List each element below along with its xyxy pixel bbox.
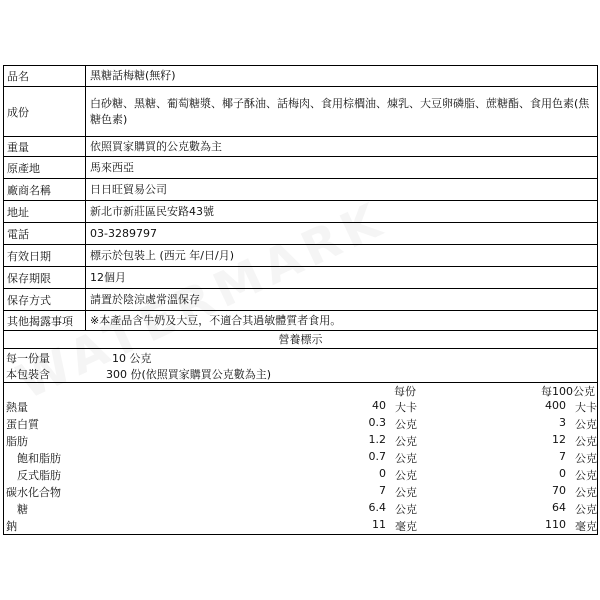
info-value: ※本產品含牛奶及大豆，不適合其過敏體質者食用。 [90, 313, 342, 327]
info-label: 成份 [4, 87, 86, 136]
per-100g-unit: 公克 [575, 486, 597, 499]
info-label: 其他揭露事項 [4, 311, 86, 330]
per-serving-value: 0.7 [368, 450, 386, 463]
info-label: 有效日期 [4, 245, 86, 266]
info-label: 電話 [4, 223, 86, 244]
info-value: 馬來西亞 [90, 160, 134, 174]
info-value: 依照買家購買的公克數為主 [90, 139, 222, 153]
nutrient-label: 糖 [6, 503, 28, 516]
nutrition-row [4, 432, 597, 448]
info-row-manufacturer [4, 178, 597, 200]
nutrition-row [4, 500, 597, 516]
per-serving-value: 0 [379, 467, 386, 480]
info-value: 請置於陰涼處常溫保存 [90, 292, 200, 306]
per-serving-unit: 公克 [395, 469, 417, 482]
per-serving-unit: 公克 [395, 503, 417, 516]
info-row-storage [4, 288, 597, 310]
nutrition-row [4, 483, 597, 499]
nutrition-row [4, 466, 597, 482]
info-row-shelf-life [4, 266, 597, 288]
per-100g-value: 0 [559, 467, 566, 480]
serving-info [4, 348, 597, 382]
nutrition-header [4, 382, 597, 397]
per-100g-unit: 公克 [575, 503, 597, 516]
per-100g-value: 400 [545, 399, 566, 412]
info-row-expiry [4, 244, 597, 266]
nutrient-label: 碳水化合物 [6, 486, 61, 499]
per-100g-unit: 公克 [575, 435, 597, 448]
per-100g-unit: 公克 [575, 469, 597, 482]
nutrition-row [4, 517, 597, 533]
info-label: 保存方式 [4, 289, 86, 310]
nutrient-label: 熱量 [6, 401, 28, 414]
per-100g-value: 110 [545, 518, 566, 531]
per-serving-unit: 公克 [395, 418, 417, 431]
info-value: 日日旺貿易公司 [90, 182, 167, 196]
per-serving-value: 6.4 [368, 501, 386, 514]
info-label: 原產地 [4, 157, 86, 178]
info-row-weight [4, 136, 597, 156]
per-100g-unit: 公克 [575, 418, 597, 431]
nutrient-label: 反式脂肪 [6, 469, 61, 482]
per-100g-unit: 毫克 [575, 520, 597, 533]
info-label: 保存期限 [4, 267, 86, 288]
nutrition-row [4, 415, 597, 431]
info-value: 03-3289797 [90, 226, 157, 240]
nutrient-label: 脂肪 [6, 435, 28, 448]
col-per-100g: 每100公克 [541, 385, 595, 398]
nutrient-label: 鈉 [6, 520, 17, 533]
info-row-name [4, 66, 597, 86]
info-value: 新北市新莊區民安路43號 [90, 204, 214, 218]
info-value: 12個月 [90, 270, 126, 284]
info-row-ingredients [4, 86, 597, 136]
per-serving-unit: 毫克 [395, 520, 417, 533]
per-100g-value: 7 [559, 450, 566, 463]
serving-size-value: 10 公克 [112, 352, 152, 365]
info-label: 重量 [4, 137, 86, 156]
per-serving-value: 0.3 [368, 416, 386, 429]
per-serving-unit: 大卡 [395, 401, 417, 414]
per-serving-value: 11 [372, 518, 386, 531]
info-row-disclosure [4, 310, 597, 330]
nutrition-row [4, 449, 597, 465]
info-value: 白砂糖、黑糖、葡萄糖漿、椰子酥油、話梅肉、食用棕櫚油、煉乳、大豆卵磷脂、蔗糖酯、食用色素(焦糖色素) [90, 96, 590, 126]
servings-value: 300 份(依照買家購買公克數為主) [106, 368, 272, 381]
nutrition-row [4, 398, 597, 414]
servings-label: 本包裝含 [6, 368, 50, 381]
col-per-serving: 每份 [394, 385, 416, 398]
nutrient-label: 蛋白質 [6, 418, 39, 431]
product-info-table [3, 65, 598, 535]
info-label: 廠商名稱 [4, 179, 86, 200]
info-value: 標示於包裝上 (西元 年/日/月) [90, 248, 234, 262]
per-100g-value: 64 [552, 501, 566, 514]
per-serving-value: 7 [379, 484, 386, 497]
per-100g-value: 3 [559, 416, 566, 429]
info-value: 黑糖話梅糖(無籽) [90, 69, 176, 83]
info-label: 地址 [4, 201, 86, 222]
per-serving-value: 1.2 [368, 433, 386, 446]
info-row-address [4, 200, 597, 222]
per-100g-unit: 公克 [575, 452, 597, 465]
nutrient-label: 飽和脂肪 [6, 452, 61, 465]
per-serving-value: 40 [372, 399, 386, 412]
per-serving-unit: 公克 [395, 452, 417, 465]
info-label: 品名 [4, 66, 86, 86]
per-100g-value: 70 [552, 484, 566, 497]
per-serving-unit: 公克 [395, 486, 417, 499]
per-serving-unit: 公克 [395, 435, 417, 448]
nutrition-title: 營養標示 [4, 330, 597, 348]
per-100g-value: 12 [552, 433, 566, 446]
serving-size-label: 每一份量 [6, 352, 50, 365]
info-row-origin [4, 156, 597, 178]
info-row-phone [4, 222, 597, 244]
per-100g-unit: 大卡 [575, 401, 597, 414]
